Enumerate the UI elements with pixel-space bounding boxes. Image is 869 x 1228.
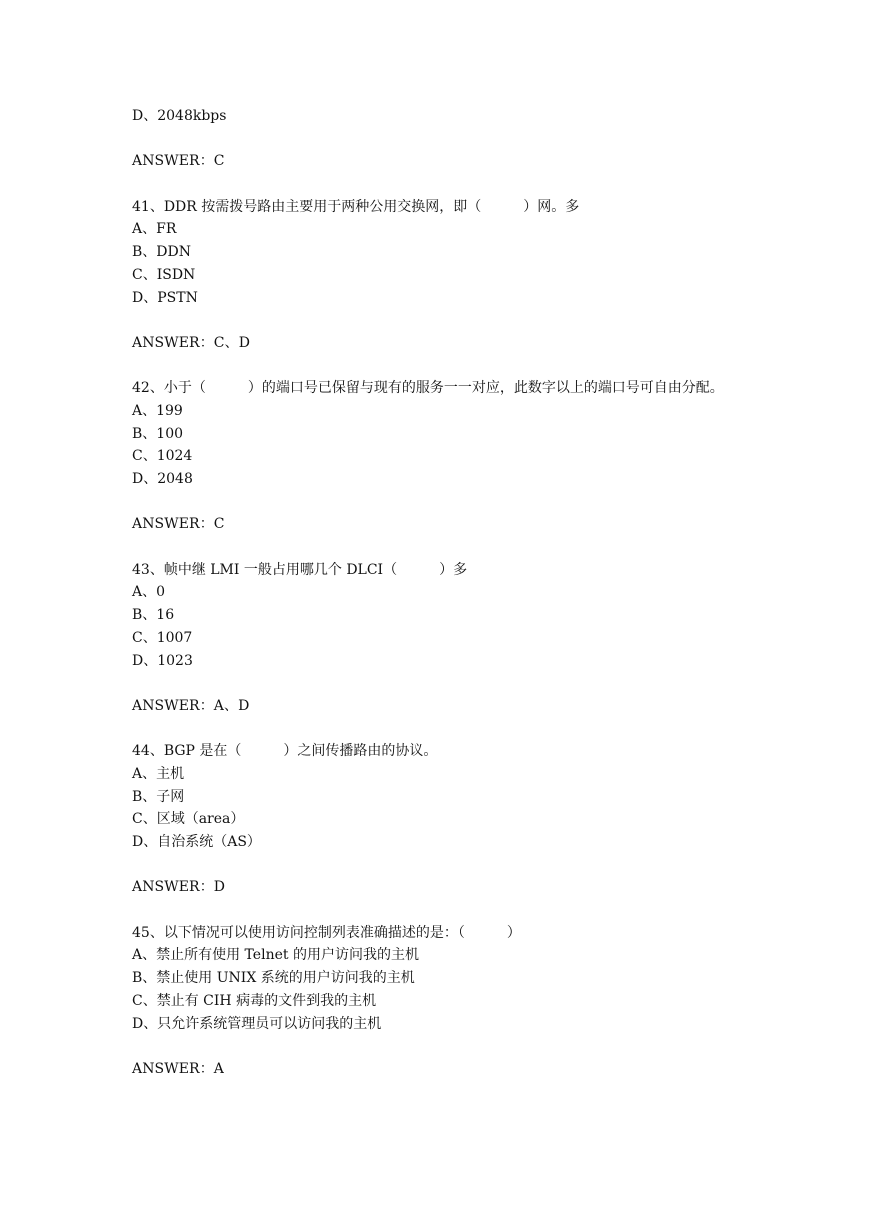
option-b: B、16 bbox=[132, 607, 175, 624]
question-text: 43、帧中继 LMI 一般占用哪几个 DLCI（ ）多 bbox=[132, 561, 468, 578]
option-b: B、100 bbox=[132, 425, 184, 442]
option-c: C、1007 bbox=[132, 629, 193, 646]
option-c: C、区域（area） bbox=[132, 811, 245, 828]
question-44 bbox=[132, 740, 752, 922]
option-a: A、199 bbox=[132, 402, 183, 419]
option-c: C、1024 bbox=[132, 448, 193, 465]
option-a: A、0 bbox=[132, 584, 166, 601]
answer: ANSWER：A bbox=[132, 1060, 225, 1077]
answer-prev: ANSWER：C bbox=[132, 153, 225, 170]
option-b: B、DDN bbox=[132, 244, 191, 261]
question-42 bbox=[132, 377, 752, 559]
option-a: A、禁止所有使用 Telnet 的用户访问我的主机 bbox=[132, 947, 419, 964]
question-text: 44、BGP 是在（ ）之间传播路由的协议。 bbox=[132, 743, 438, 760]
answer: ANSWER：A、D bbox=[132, 697, 250, 714]
answer: ANSWER：D bbox=[132, 879, 226, 896]
question-text: 42、小于（ ）的端口号已保留与现有的服务一一对应，此数字以上的端口号可自由分配。 bbox=[132, 380, 724, 397]
answer: ANSWER：C、D bbox=[132, 334, 251, 351]
option-d: D、1023 bbox=[132, 652, 193, 669]
question-43 bbox=[132, 559, 752, 741]
question-41 bbox=[132, 196, 752, 378]
question-text: 41、DDR 按需拨号路由主要用于两种公用交换网，即（ ）网。多 bbox=[132, 198, 580, 215]
option-a: A、主机 bbox=[132, 765, 185, 782]
question-45 bbox=[132, 922, 752, 1081]
option-d: D、2048 bbox=[132, 471, 193, 488]
document-page bbox=[132, 105, 752, 1081]
option-d-prev: D、2048kbps bbox=[132, 108, 227, 124]
option-b: B、禁止使用 UNIX 系统的用户访问我的主机 bbox=[132, 970, 415, 987]
option-d: D、只允许系统管理员可以访问我的主机 bbox=[132, 1015, 382, 1032]
option-d: D、自治系统（AS） bbox=[132, 834, 261, 851]
answer: ANSWER：C bbox=[132, 516, 225, 533]
option-a: A、FR bbox=[132, 221, 177, 238]
option-d: D、PSTN bbox=[132, 289, 198, 306]
option-c: C、ISDN bbox=[132, 266, 196, 283]
option-b: B、子网 bbox=[132, 788, 185, 805]
question-text: 45、以下情况可以使用访问控制列表准确描述的是：（ ） bbox=[132, 924, 521, 941]
option-c: C、禁止有 CIH 病毒的文件到我的主机 bbox=[132, 992, 377, 1009]
